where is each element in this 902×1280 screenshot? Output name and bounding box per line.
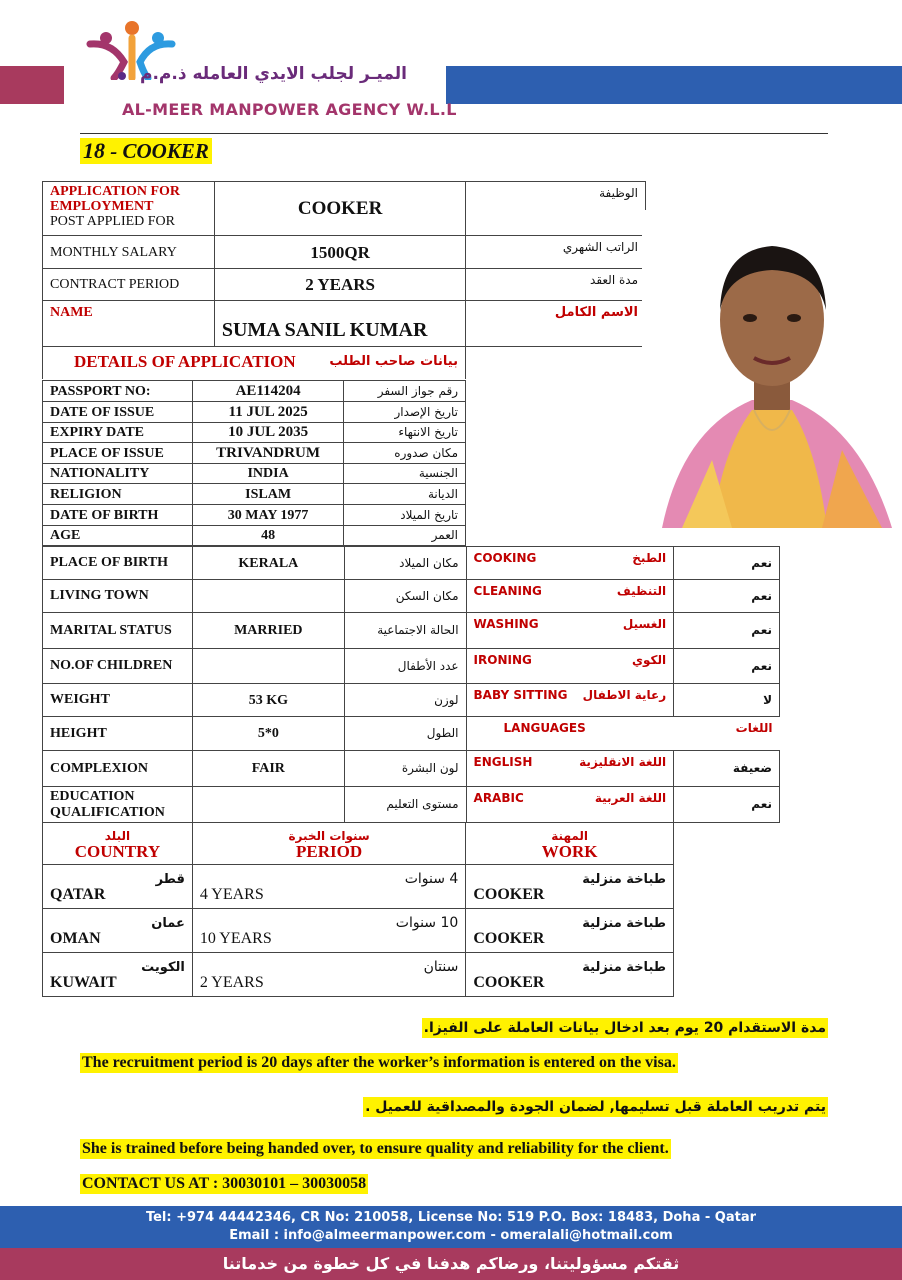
detail-arabic: تاريخ الميلاد <box>344 505 466 526</box>
experience-period <box>192 953 465 997</box>
period-english: 4 YEARS <box>199 885 264 903</box>
country-english: OMAN <box>50 929 101 947</box>
applicant-photo <box>642 210 902 528</box>
period-english: 2 YEARS <box>199 973 264 991</box>
experience-country <box>43 953 193 997</box>
salary-value: 1500QR <box>214 236 466 269</box>
skill-answer: نعم <box>674 580 780 613</box>
name-arabic: الاسم الكامل <box>466 301 646 347</box>
detail-value: 48 <box>192 526 344 546</box>
profile-row <box>43 613 780 649</box>
skill-name-cell <box>466 649 674 684</box>
detail-arabic: الديانة <box>344 484 466 505</box>
post-row <box>43 182 646 236</box>
experience-table <box>42 822 674 997</box>
skill-label-en: CLEANING <box>473 584 542 598</box>
detail-value: TRIVANDRUM <box>192 443 344 464</box>
languages-heading-ar: اللغات <box>735 721 773 735</box>
profile-row <box>43 547 780 580</box>
work-english: COOKER <box>473 929 545 947</box>
skill-label-en: IRONING <box>473 653 532 667</box>
post-value: COOKER <box>214 182 466 236</box>
skill-name-cell <box>466 684 674 717</box>
language-name-cell <box>466 787 674 823</box>
skill-label-ar: الطبخ <box>632 551 667 565</box>
profile-label: EDUCATION QUALIFICATION <box>43 787 193 823</box>
period-arabic: 4 سنوات <box>404 870 459 887</box>
profile-value: FAIR <box>192 751 344 787</box>
detail-row <box>43 484 466 505</box>
footer-contact <box>0 1206 902 1248</box>
training-note-ar: يتم تدريب العاملة قبل تسليمها, لضمان الجودة والمصداقية للعميل . <box>365 1099 826 1115</box>
skill-label-ar: التنظيف <box>616 584 667 598</box>
post-label: APPLICATION FOR EMPLOYMENT POST APPLIED FOR <box>43 182 215 236</box>
profile-arabic: الحالة الاجتماعية <box>344 613 466 649</box>
experience-period <box>192 909 465 953</box>
experience-row <box>43 865 674 909</box>
work-arabic: طباخة منزلية <box>582 871 666 887</box>
footer-line-1: Tel: +974 44442346, CR No: 210058, License No: 519 P.O. Box: 18483, Doha - Qatar <box>145 1210 757 1225</box>
contract-row <box>43 269 646 301</box>
detail-row <box>43 423 466 443</box>
skill-answer: نعم <box>674 547 780 580</box>
skill-answer: لا <box>674 684 780 717</box>
detail-value: 30 MAY 1977 <box>192 505 344 526</box>
experience-work <box>466 909 674 953</box>
languages-heading-en: LANGUAGES <box>503 721 586 735</box>
skill-label-ar: رعاية الاطفال <box>582 688 667 702</box>
profile-row <box>43 580 780 613</box>
detail-arabic: العمر <box>344 526 466 546</box>
language-label-en: ENGLISH <box>473 755 533 769</box>
detail-label: NATIONALITY <box>43 464 193 484</box>
name-value: SUMA SANIL KUMAR <box>214 301 466 347</box>
detail-label: PASSPORT NO: <box>43 381 193 402</box>
experience-period <box>192 865 465 909</box>
language-label-ar: اللغة العربية <box>594 791 667 805</box>
profile-row <box>43 684 780 717</box>
profile-label: LIVING TOWN <box>43 580 193 613</box>
company-name-english: AL-MEER MANPOWER AGENCY W.L.L <box>122 100 457 119</box>
profile-label: WEIGHT <box>43 684 193 717</box>
profile-row <box>43 751 780 787</box>
skill-label-en: WASHING <box>473 617 539 631</box>
country-arabic: عمان <box>151 915 185 931</box>
detail-arabic: تاريخ الإصدار <box>344 402 466 423</box>
profile-label: COMPLEXION <box>43 751 193 787</box>
period-header: سنوات الخبرة PERIOD <box>192 823 465 865</box>
work-arabic: طباخة منزلية <box>582 915 666 931</box>
work-header: المهنة WORK <box>466 823 674 865</box>
detail-row <box>43 402 466 423</box>
detail-value: ISLAM <box>192 484 344 505</box>
profile-value: KERALA <box>192 547 344 580</box>
detail-label: AGE <box>43 526 193 546</box>
detail-label: RELIGION <box>43 484 193 505</box>
footer-slogan: ثقتكم مسؤوليتنا، ورضاكم هدفنا في كل خطوة من خدماتنا <box>0 1248 902 1280</box>
detail-arabic: رقم جواز السفر <box>344 381 466 402</box>
skill-name-cell <box>466 613 674 649</box>
profile-arabic: عدد الأطفال <box>344 649 466 684</box>
detail-value: AE114204 <box>192 381 344 402</box>
profile-arabic: الطول <box>344 717 466 751</box>
detail-row <box>43 464 466 484</box>
skill-name-cell <box>466 580 674 613</box>
skill-label-ar: الكوي <box>632 653 667 667</box>
profile-label: MARITAL STATUS <box>43 613 193 649</box>
page-title <box>80 138 212 164</box>
name-label: NAME <box>43 301 215 347</box>
detail-label: DATE OF ISSUE <box>43 402 193 423</box>
experience-work <box>466 865 674 909</box>
detail-label: DATE OF BIRTH <box>43 505 193 526</box>
post-arabic: الوظيفة <box>466 182 646 236</box>
country-english: QATAR <box>50 885 106 903</box>
profile-value <box>192 787 344 823</box>
contract-arabic: مدة العقد <box>466 269 646 301</box>
training-note-en: She is trained before being handed over, to ensure quality and reliability for the client. <box>82 1140 669 1157</box>
profile-arabic: لوزن <box>344 684 466 717</box>
period-english: 10 YEARS <box>199 929 272 947</box>
profile-value <box>192 580 344 613</box>
skill-label-en: BABY SITTING <box>473 688 568 702</box>
country-arabic: قطر <box>155 871 185 887</box>
detail-value: 11 JUL 2025 <box>192 402 344 423</box>
recruitment-note-ar: مدة الاستقدام 20 يوم بعد ادخال بيانات العاملة على الفيزا. <box>423 1020 826 1036</box>
profile-value: 53 KG <box>192 684 344 717</box>
experience-row <box>43 953 674 997</box>
profile-value <box>192 649 344 684</box>
title-number: 18 <box>83 138 105 163</box>
detail-label: PLACE OF ISSUE <box>43 443 193 464</box>
profile-arabic: مكان السكن <box>344 580 466 613</box>
language-level: نعم <box>674 787 780 823</box>
detail-row <box>43 505 466 526</box>
profile-row <box>43 787 780 823</box>
country-header: البلد COUNTRY <box>43 823 193 865</box>
experience-row <box>43 909 674 953</box>
language-label-ar: اللغة الانقليزية <box>579 755 667 769</box>
profile-arabic: مستوى التعليم <box>344 787 466 823</box>
profile-value: 5*0 <box>192 717 344 751</box>
salary-arabic: الراتب الشهري <box>466 236 646 269</box>
profile-row <box>43 717 780 751</box>
details-heading <box>43 347 466 379</box>
application-table <box>42 181 646 347</box>
detail-row <box>43 443 466 464</box>
header-divider <box>80 133 828 134</box>
header-bar-left <box>0 66 64 104</box>
work-english: COOKER <box>473 885 545 903</box>
detail-row <box>43 381 466 402</box>
name-row <box>43 301 646 347</box>
work-english: COOKER <box>473 973 545 991</box>
period-arabic: سنتان <box>423 958 459 975</box>
profile-skills-table <box>42 546 780 823</box>
skill-label-en: COOKING <box>473 551 537 565</box>
contract-label: CONTRACT PERIOD <box>43 269 215 301</box>
skill-answer: نعم <box>674 649 780 684</box>
detail-arabic: تاريخ الانتهاء <box>344 423 466 443</box>
details-heading-en: DETAILS OF APPLICATION <box>74 352 296 372</box>
country-arabic: الكويت <box>141 959 185 975</box>
work-arabic: طباخة منزلية <box>582 959 666 975</box>
language-label-en: ARABIC <box>473 791 524 805</box>
detail-arabic: مكان صدوره <box>344 443 466 464</box>
profile-arabic: لون البشرة <box>344 751 466 787</box>
country-english: KUWAIT <box>50 973 117 991</box>
profile-label: PLACE OF BIRTH <box>43 547 193 580</box>
contact-line: CONTACT US AT : 30030101 – 30030058 <box>82 1175 367 1192</box>
detail-value: INDIA <box>192 464 344 484</box>
details-heading-table <box>42 346 466 379</box>
period-arabic: 10 سنوات <box>395 914 459 931</box>
title-text: - COOKER <box>110 139 209 163</box>
detail-value: 10 JUL 2035 <box>192 423 344 443</box>
profile-label: HEIGHT <box>43 717 193 751</box>
company-name-arabic: الميـر لجلب الايدي العامله ذ.م.م <box>140 64 407 84</box>
profile-arabic: مكان الميلاد <box>344 547 466 580</box>
profile-label: NO.OF CHILDREN <box>43 649 193 684</box>
experience-work <box>466 953 674 997</box>
header-bar-right <box>446 66 902 104</box>
skill-answer: نعم <box>674 613 780 649</box>
details-table <box>42 380 466 546</box>
salary-row <box>43 236 646 269</box>
recruitment-note-en: The recruitment period is 20 days after the worker’s information is entered on the visa. <box>82 1054 676 1071</box>
experience-country <box>43 865 193 909</box>
skill-label-ar: الغسيل <box>622 617 667 631</box>
profile-value: MARRIED <box>192 613 344 649</box>
detail-arabic: الجنسية <box>344 464 466 484</box>
experience-header <box>43 823 674 865</box>
languages-heading <box>466 717 779 751</box>
details-heading-ar: بيانات صاحب الطلب <box>329 354 458 370</box>
language-name-cell <box>466 751 674 787</box>
footer-line-2: Email : info@almeermanpower.com - omeralali@hotmail.com <box>229 1228 673 1243</box>
salary-label: MONTHLY SALARY <box>43 236 215 269</box>
experience-country <box>43 909 193 953</box>
detail-label: EXPIRY DATE <box>43 423 193 443</box>
detail-row <box>43 526 466 546</box>
skill-name-cell <box>466 547 674 580</box>
profile-row <box>43 649 780 684</box>
contract-value: 2 YEARS <box>214 269 466 301</box>
language-level: ضعيفة <box>674 751 780 787</box>
